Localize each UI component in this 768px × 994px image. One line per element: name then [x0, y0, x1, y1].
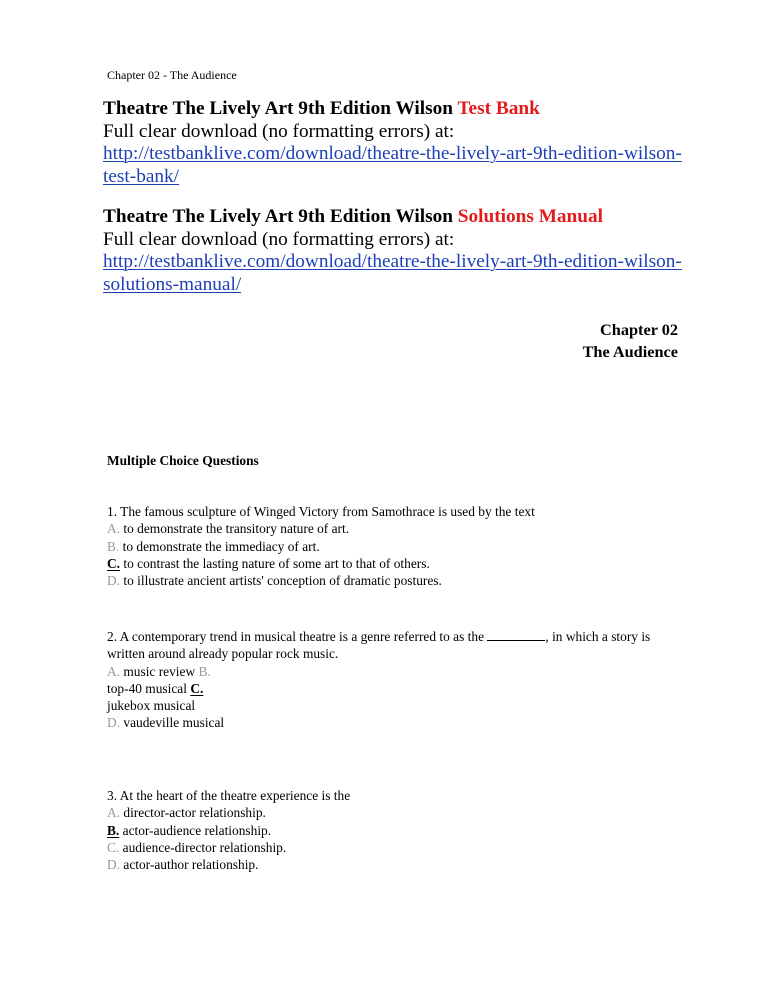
- promo-title-main: Theatre The Lively Art 9th Edition Wilson: [103, 206, 458, 227]
- option-text: to demonstrate the immediacy of art.: [119, 538, 320, 554]
- option-line-3: [107, 697, 682, 714]
- solutions-manual-download-link[interactable]: [103, 251, 682, 295]
- option-a: [107, 804, 682, 821]
- option-text: to demonstrate the transitory nature of art.: [120, 521, 350, 537]
- promo-title-accent: Solutions Manual: [457, 206, 603, 227]
- question-3: [107, 787, 682, 873]
- promo-subtitle: Full clear download (no formatting errors) at:: [103, 120, 455, 142]
- correct-answer-letter: B.: [107, 822, 120, 838]
- option-text: top-40 musical: [107, 680, 191, 696]
- promo-subtitle: Full clear download (no formatting errors) at:: [103, 228, 455, 250]
- option-text: actor-author relationship.: [120, 857, 259, 873]
- correct-answer-letter: C.: [107, 555, 121, 571]
- question-1: [107, 503, 682, 589]
- option-letter: A.: [107, 805, 121, 821]
- option-text: to illustrate ancient artists' conception of dramatic postures.: [120, 573, 442, 589]
- option-c: [107, 839, 682, 856]
- link-line-2[interactable]: solutions-manual/: [103, 273, 242, 295]
- test-bank-download-link[interactable]: [103, 143, 682, 187]
- option-text: jukebox musical: [107, 698, 196, 714]
- option-d: [107, 572, 682, 589]
- question-2: [107, 628, 682, 732]
- chapter-heading: [583, 319, 678, 363]
- option-letter: B.: [198, 663, 211, 679]
- option-text: audience-director relationship.: [119, 839, 287, 855]
- option-a: [107, 520, 682, 537]
- stem-after-blank: , in which a story is written around already popular rock music.: [107, 629, 651, 662]
- option-d: [107, 714, 682, 731]
- option-letter: A.: [107, 663, 121, 679]
- option-b-correct: [107, 822, 682, 839]
- section-heading: Multiple Choice Questions: [107, 453, 259, 468]
- option-line-1: [107, 663, 682, 680]
- option-c-correct: [107, 555, 682, 572]
- link-line-1[interactable]: http://testbanklive.com/download/theatre-the-lively-art-9th-edition-wilson-: [103, 251, 682, 273]
- question-stem: 3. At the heart of the theatre experience is the: [107, 788, 351, 803]
- question-stem: 1. The famous sculpture of Winged Victory from Samothrace is used by the text: [107, 504, 535, 519]
- question-stem: [107, 628, 682, 663]
- option-letter: B.: [107, 538, 120, 554]
- promo-title: [103, 98, 683, 121]
- option-letter: A.: [107, 521, 121, 537]
- option-b: [107, 538, 682, 555]
- stem-before-blank: 2. A contemporary trend in musical theatre is a genre referred to as the: [107, 629, 488, 644]
- option-text: to contrast the lasting nature of some art to that of others.: [120, 555, 430, 571]
- promo-title-accent: Test Bank: [457, 98, 540, 119]
- option-letter: D.: [107, 857, 121, 873]
- option-letter: D.: [107, 573, 121, 589]
- option-d: [107, 856, 682, 873]
- option-text: vaudeville musical: [120, 715, 225, 731]
- option-letter: C.: [107, 839, 120, 855]
- test-bank-promo: [103, 98, 683, 188]
- option-letter: D.: [107, 715, 121, 731]
- link-line-1[interactable]: http://testbanklive.com/download/theatre-the-lively-art-9th-edition-wilson-: [103, 143, 682, 165]
- option-text: director-actor relationship.: [120, 805, 266, 821]
- solutions-manual-promo: [103, 206, 683, 296]
- promo-title: [103, 206, 683, 229]
- chapter-number: Chapter 02: [600, 320, 678, 339]
- option-text: actor-audience relationship.: [119, 822, 272, 838]
- promo-title-main: Theatre The Lively Art 9th Edition Wilson: [103, 98, 458, 119]
- link-line-2[interactable]: test-bank/: [103, 165, 180, 187]
- running-header: Chapter 02 - The Audience: [107, 68, 237, 82]
- correct-answer-letter: C.: [190, 680, 204, 696]
- chapter-title: The Audience: [582, 342, 678, 361]
- option-text: music review: [120, 663, 199, 679]
- option-line-2: [107, 680, 682, 697]
- fill-in-blank: [487, 629, 545, 641]
